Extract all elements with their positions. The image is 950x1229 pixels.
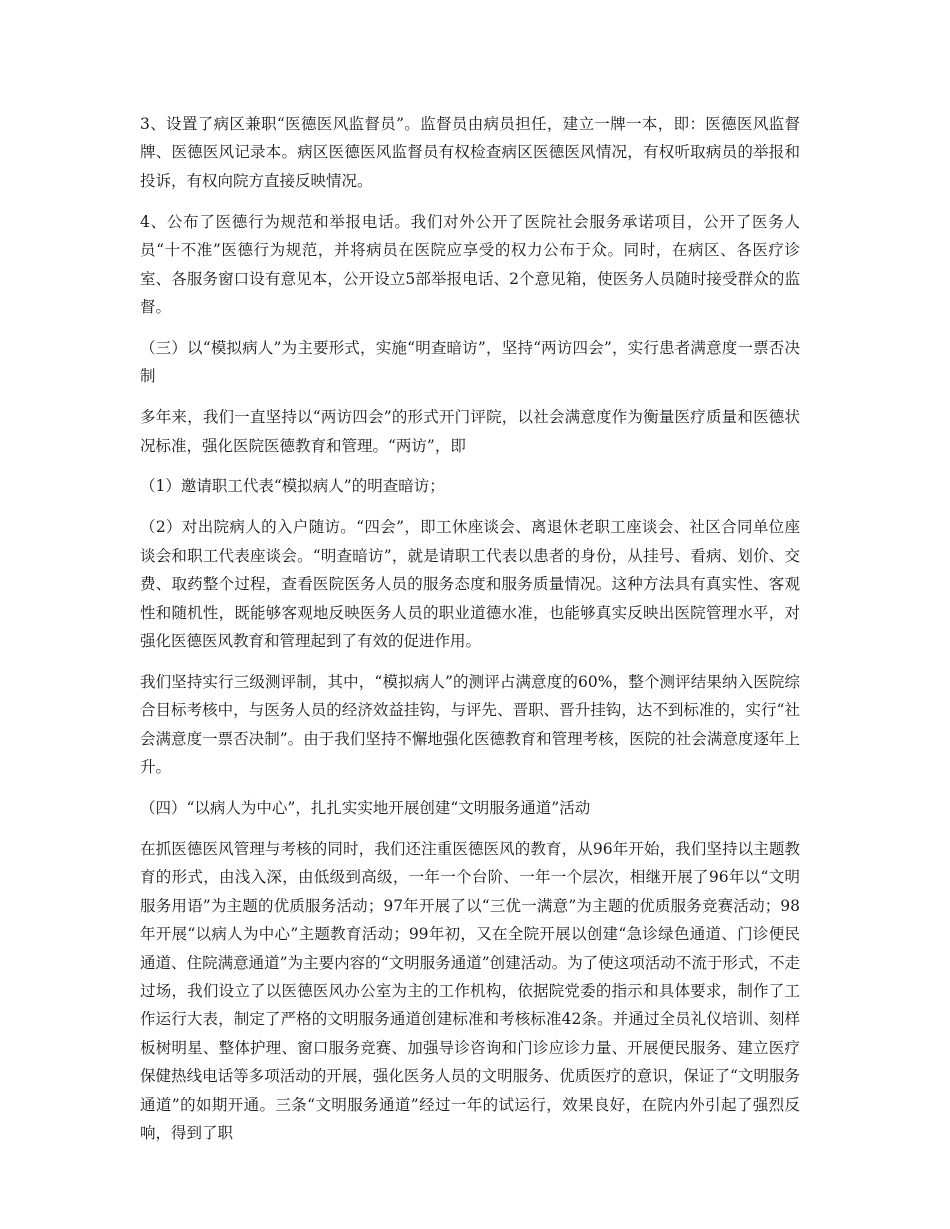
section-heading-four: （四）“以病人为中心”，扎扎实实地开展创建“文明服务通道”活动 (140, 799, 591, 818)
paragraph-two-visits: 多年来，我们一直坚持以“两访四会”的形式开门评院，以社会满意度作为衡量医疗质量和医德状况标准，强化医院医德教育和管理。“两访”，即 (140, 408, 800, 455)
paragraph-civilized-service: 在抓医德医风管理与考核的同时，我们还注重医德医风的教育，从96年开始，我们坚持以主题教育的形式，由浅入深，由低级到高级，一年一个台阶、一年一个层次，相继开展了96年以“文明服务用语”为主题的优质服务活动；97年开展了以“三优一满意”为主题的优质服务竞赛活动；98年开展“以病人为中心”主题教育活动；99年初，又在全院开展以创建“急诊绿色通道、门诊便民通道、住院满意通道”为主要内容的“文明服务通道”创建活动。为了使这项活动不流于形式，不走过场，我们设立了以医德医风办公室为主的工作机构，依据院党委的指示和具体要求，制作了工作运行大表，制定了严格的文明服务通道创建标准和考核标准42条。并通过全员礼仪培训、刻样板树明星、整体护理、窗口服务竞赛、加强导诊咨询和门诊应诊力量、开展便民服务、建立医疗保健热线电话等多项活动的开展，强化医务人员的文明服务、优质医疗的意识，保证了“文明服务通道”的如期开通。三条“文明服务通道”经过一年的试运行，效果良好，在院内外引起了强烈反响，得到了职 (140, 839, 800, 1142)
document-page (140, 110, 800, 1160)
paragraph-code-of-conduct: 4、公布了医德行为规范和举报电话。我们对外公开了医院社会服务承诺项目，公开了医务人员“十不准”医德行为规范，并将病员在医院应享受的权力公布于众。同时，在病区、各医疗诊室、各服务窗口设有意见本，公开设立5部举报电话、2个意见箱，使医务人员随时接受群众的监督。 (140, 212, 800, 316)
list-item-1: （1）邀请职工代表“模拟病人”的明查暗访； (140, 477, 445, 496)
paragraph-supervisor: 3、设置了病区兼职“医德医风监督员”。监督员由病员担任，建立一牌一本，即：医德医风监督牌、医德医风记录本。病区医德医风监督员有权检查病区医德医风情况，有权听取病员的举报和投诉，有权向院方直接反映情况。 (140, 115, 800, 190)
section-heading-three: （三）以“模拟病人”为主要形式，实施“明查暗访”，坚持“两访四会”，实行患者满意度一票否决制 (140, 338, 800, 386)
list-item-2: （2）对出院病人的入户随访。“四会”，即工休座谈会、离退休老职工座谈会、社区合同单位座谈会和职工代表座谈会。“明查暗访”，就是请职工代表以患者的身份，从挂号、看病、划价、交费、取药整个过程，查看医院医务人员的服务态度和服务质量情况。这种方法具有真实性、客观性和随机性，既能够客观地反映医务人员的职业道德水准，也能够真实反映出医院管理水平，对强化医德医风教育和管理起到了有效的促进作用。 (140, 518, 800, 650)
paragraph-evaluation: 我们坚持实行三级测评制，其中，“模拟病人”的测评占满意度的60%，整个测评结果纳入医院综合目标考核中，与医务人员的经济效益挂钩，与评先、晋职、晋升挂钩，达不到标准的，实行“社会满意度一票否决制”。由于我们坚持不懈地强化医德教育和管理考核，医院的社会满意度逐年上升。 (140, 672, 800, 777)
